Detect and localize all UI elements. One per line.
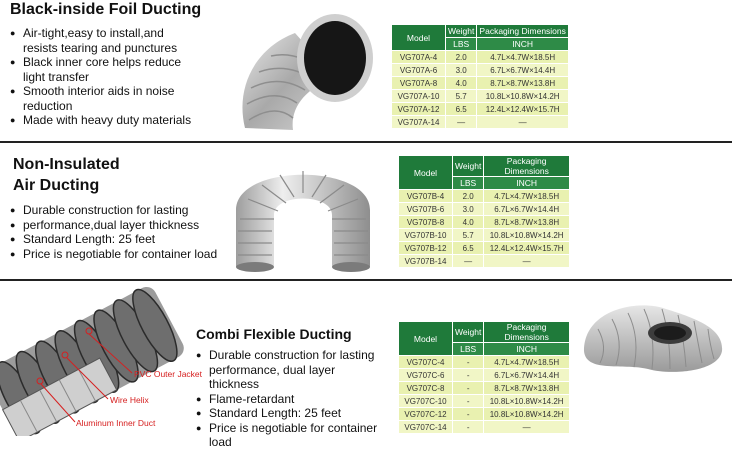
- table-row: [399, 242, 570, 255]
- cell-dims: 8.7L×8.7W×13.8H: [484, 382, 570, 395]
- combi-duct-photo: [578, 289, 728, 379]
- cell-model: VG707A-14: [392, 116, 446, 129]
- black-foil-duct-image: [235, 8, 380, 133]
- table-row: [392, 77, 569, 90]
- col-inch-header: INCH: [484, 177, 570, 190]
- col-pack-header: Packaging Dimensions: [484, 156, 570, 177]
- col-model-header: Model: [399, 322, 453, 356]
- section-title-line-1: Non-Insulated: [13, 156, 120, 173]
- cell-model: VG707A-12: [392, 103, 446, 116]
- cell-model: VG707B-4: [399, 190, 453, 203]
- feature-item: ● Smooth interior aids in noise reduction: [10, 84, 200, 113]
- table-row: [392, 90, 569, 103]
- feature-item: ● Made with heavy duty materials: [10, 113, 200, 128]
- cell-dims: 4.7L×4.7W×18.5H: [484, 190, 570, 203]
- cell-dims: 4.7L×4.7W×18.5H: [477, 51, 569, 64]
- cell-model: VG707B-12: [399, 242, 453, 255]
- cell-model: VG707C-10: [399, 395, 453, 408]
- col-inch-header: INCH: [484, 343, 570, 356]
- spec-table: [398, 321, 570, 434]
- cell-dims: —: [484, 421, 570, 434]
- cell-dims: 10.8L×10.8W×14.2H: [484, 408, 570, 421]
- cell-model: VG707B-8: [399, 216, 453, 229]
- feature-item: ● Black inner core helps reduce light transfer: [10, 55, 200, 84]
- feature-item: ● Standard Length: 25 feet: [10, 232, 230, 247]
- cell-weight: 4.0: [453, 216, 484, 229]
- feature-item: ● Standard Length: 25 feet: [196, 406, 388, 421]
- section-title-line-2: Air Ducting: [13, 177, 100, 194]
- feature-list: [10, 26, 200, 128]
- cell-weight: -: [453, 408, 484, 421]
- diagram-label-wire-helix: Wire Helix: [110, 395, 149, 405]
- cell-model: VG707C-4: [399, 356, 453, 369]
- col-weight-header: Weight: [453, 322, 484, 343]
- col-model-header: Model: [392, 25, 446, 51]
- cell-weight: —: [446, 116, 477, 129]
- table-row: [399, 255, 570, 268]
- cell-weight: -: [453, 356, 484, 369]
- section-non-insulated: [0, 143, 732, 278]
- col-lbs-header: LBS: [453, 343, 484, 356]
- col-model-header: Model: [399, 156, 453, 190]
- feature-list: [10, 203, 230, 261]
- cell-model: VG707B-6: [399, 203, 453, 216]
- combi-duct-cutaway-diagram: [0, 281, 203, 436]
- table-row: [392, 64, 569, 77]
- cell-model: VG707A-6: [392, 64, 446, 77]
- cell-weight: -: [453, 382, 484, 395]
- section-black-foil: [0, 0, 732, 141]
- cell-weight: 5.7: [453, 229, 484, 242]
- cell-model: VG707A-10: [392, 90, 446, 103]
- feature-item: ● Air-tight,easy to install,and resists tearing and punctures: [10, 26, 200, 55]
- cell-model: VG707A-8: [392, 77, 446, 90]
- cell-model: VG707C-12: [399, 408, 453, 421]
- cell-weight: 4.0: [446, 77, 477, 90]
- cell-dims: 6.7L×6.7W×14.4H: [477, 64, 569, 77]
- feature-item: ● performance,dual layer thickness: [10, 218, 230, 233]
- table-row: [399, 356, 570, 369]
- cell-weight: —: [453, 255, 484, 268]
- cell-dims: 4.7L×4.7W×18.5H: [484, 356, 570, 369]
- cell-model: VG707C-8: [399, 382, 453, 395]
- cell-weight: 6.5: [446, 103, 477, 116]
- col-lbs-header: LBS: [453, 177, 484, 190]
- table-row: [399, 382, 570, 395]
- cell-dims: 12.4L×12.4W×15.7H: [484, 242, 570, 255]
- non-insulated-duct-image: [228, 155, 378, 273]
- col-inch-header: INCH: [477, 38, 569, 51]
- diagram-label-pvc-jacket: PVC Outer Jacket: [134, 369, 203, 379]
- cell-weight: 2.0: [453, 190, 484, 203]
- feature-item: ● Durable construction for lasting: [10, 203, 230, 218]
- spec-table: [391, 24, 569, 129]
- cell-dims: 12.4L×12.4W×15.7H: [477, 103, 569, 116]
- col-pack-header: Packaging Dimensions: [484, 322, 570, 343]
- cell-weight: 2.0: [446, 51, 477, 64]
- cell-weight: -: [453, 369, 484, 382]
- table-row: [399, 190, 570, 203]
- cell-dims: 6.7L×6.7W×14.4H: [484, 203, 570, 216]
- col-weight-header: Weight: [453, 156, 484, 177]
- feature-item: ● Price is negotiable for container load: [10, 247, 230, 262]
- cell-model: VG707A-4: [392, 51, 446, 64]
- table-row: [399, 369, 570, 382]
- col-pack-header: Packaging Dimensions: [477, 25, 569, 38]
- section-title: Black-inside Foil Ducting: [10, 1, 202, 18]
- cell-dims: —: [484, 255, 570, 268]
- table-row: [399, 216, 570, 229]
- spec-table: [398, 155, 570, 268]
- cell-weight: 6.5: [453, 242, 484, 255]
- cell-model: VG707B-10: [399, 229, 453, 242]
- table-row: [399, 203, 570, 216]
- cell-weight: 5.7: [446, 90, 477, 103]
- cell-model: VG707C-14: [399, 421, 453, 434]
- diagram-label-aluminum-duct: Aluminum Inner Duct: [76, 418, 156, 428]
- feature-list: [196, 348, 388, 450]
- feature-item: ● Durable construction for lasting performance, dual layer thickness: [196, 348, 388, 392]
- feature-item: ● Flame-retardant: [196, 392, 388, 407]
- cell-weight: 3.0: [446, 64, 477, 77]
- feature-item: ● Price is negotiable for container load: [196, 421, 388, 450]
- table-row: [392, 116, 569, 129]
- table-row: [399, 421, 570, 434]
- cell-dims: 10.8L×10.8W×14.2H: [484, 229, 570, 242]
- col-lbs-header: LBS: [446, 38, 477, 51]
- cell-dims: —: [477, 116, 569, 129]
- table-row: [399, 408, 570, 421]
- table-row: [399, 229, 570, 242]
- section-combi: [0, 281, 732, 449]
- table-row: [399, 395, 570, 408]
- cell-weight: -: [453, 421, 484, 434]
- col-weight-header: Weight: [446, 25, 477, 38]
- table-row: [392, 103, 569, 116]
- cell-weight: 3.0: [453, 203, 484, 216]
- table-row: [392, 51, 569, 64]
- cell-dims: 8.7L×8.7W×13.8H: [477, 77, 569, 90]
- cell-model: VG707B-14: [399, 255, 453, 268]
- cell-dims: 8.7L×8.7W×13.8H: [484, 216, 570, 229]
- section-title: Combi Flexible Ducting: [196, 326, 352, 342]
- cell-weight: -: [453, 395, 484, 408]
- cell-dims: 10.8L×10.8W×14.2H: [477, 90, 569, 103]
- cell-dims: 10.8L×10.8W×14.2H: [484, 395, 570, 408]
- cell-dims: 6.7L×6.7W×14.4H: [484, 369, 570, 382]
- cell-model: VG707C-6: [399, 369, 453, 382]
